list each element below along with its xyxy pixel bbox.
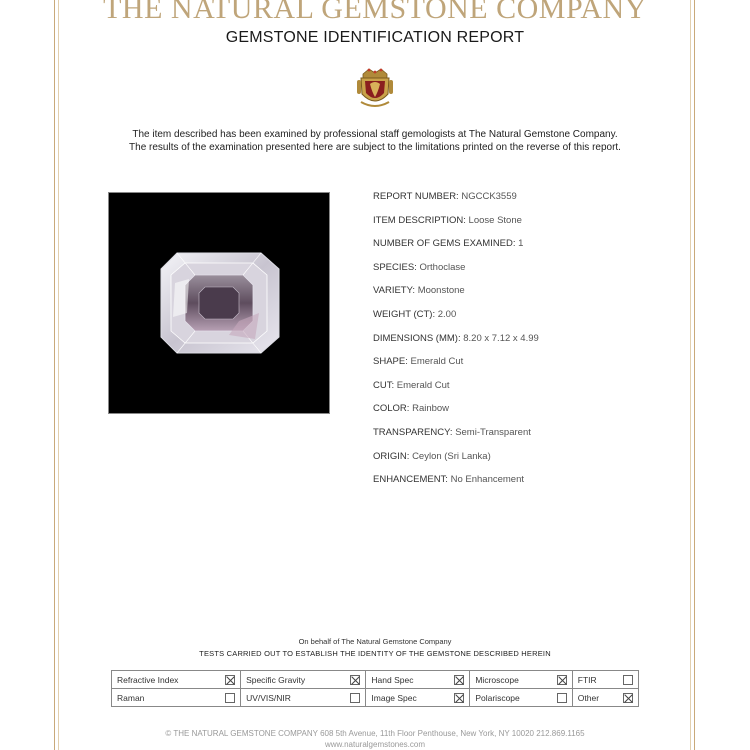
checkbox-icon xyxy=(557,675,567,685)
test-cell xyxy=(470,689,572,707)
test-cell xyxy=(112,671,241,689)
gemstone-image xyxy=(109,193,329,413)
checkbox-icon xyxy=(454,693,464,703)
test-cell xyxy=(241,689,366,707)
test-label: Image Spec xyxy=(371,692,417,703)
test-cell xyxy=(366,689,470,707)
tests-heading: TESTS CARRIED OUT TO ESTABLISH THE IDENTITY OF THE GEMSTONE DESCRIBED HEREIN xyxy=(199,649,551,658)
checkbox-icon xyxy=(225,675,235,685)
detail-dimensions: DIMENSIONS (MM): 8.20 x 7.12 x 4.99 xyxy=(373,332,539,344)
detail-origin: ORIGIN: Ceylon (Sri Lanka) xyxy=(373,450,491,462)
checkbox-icon xyxy=(623,675,633,685)
test-cell xyxy=(572,689,638,707)
test-cell xyxy=(470,671,572,689)
test-label: Polariscope xyxy=(475,692,520,703)
detail-weight: WEIGHT (CT): 2.00 xyxy=(373,308,457,320)
checkbox-icon xyxy=(454,675,464,685)
footer-address: © THE NATURAL GEMSTONE COMPANY 608 5th Avenue, 11th Floor Penthouse, New York, NY 10020 212.869.1165 xyxy=(165,729,585,738)
tests-row xyxy=(112,689,639,707)
test-label: Hand Spec xyxy=(371,674,414,685)
detail-number-of-gems: NUMBER OF GEMS EXAMINED: 1 xyxy=(373,238,524,250)
test-label: FTIR xyxy=(577,674,597,685)
detail-variety: VARIETY: Moonstone xyxy=(373,285,465,297)
test-cell xyxy=(112,689,241,707)
test-label: UV/VIS/NIR xyxy=(246,692,291,703)
footer-website[interactable]: www.naturalgemstones.com xyxy=(324,740,426,749)
report-details xyxy=(373,190,673,497)
checkbox-icon xyxy=(225,693,235,703)
detail-cut: CUT: Emerald Cut xyxy=(373,379,450,391)
report-title: GEMSTONE IDENTIFICATION REPORT xyxy=(225,29,525,46)
behalf-text: On behalf of The Natural Gemstone Company xyxy=(298,637,452,646)
test-label: Refractive Index xyxy=(117,674,179,685)
intro-text xyxy=(75,128,675,154)
detail-enhancement: ENHANCEMENT: No Enhancement xyxy=(373,474,525,486)
intro-line-1: The item described has been examined by professional staff gemologists at The Natural Gemstone Company. xyxy=(132,129,618,140)
test-label: Other xyxy=(577,692,600,703)
checkbox-icon xyxy=(623,693,633,703)
gemstone-photo xyxy=(108,192,330,414)
intro-line-2: The results of the examination presented here are subject to the limitations printed on the reverse of this report. xyxy=(129,142,621,153)
checkbox-icon xyxy=(350,693,360,703)
detail-color: COLOR: Rainbow xyxy=(373,403,450,415)
detail-report-number: REPORT NUMBER: NGCCK3559 xyxy=(373,191,517,202)
crest-icon xyxy=(355,66,395,110)
detail-shape: SHAPE: Emerald Cut xyxy=(373,356,464,368)
company-name: THE NATURAL GEMSTONE COMPANY xyxy=(103,0,647,25)
checkbox-icon xyxy=(350,675,360,685)
tests-row xyxy=(112,671,639,689)
test-cell xyxy=(572,671,638,689)
test-cell xyxy=(366,671,470,689)
test-label: Specific Gravity xyxy=(246,674,306,685)
test-label: Raman xyxy=(117,692,145,703)
detail-transparency: TRANSPARENCY: Semi-Transparent xyxy=(373,426,531,438)
detail-species: SPECIES: Orthoclase xyxy=(373,261,466,273)
checkbox-icon xyxy=(557,693,567,703)
detail-item-description: ITEM DESCRIPTION: Loose Stone xyxy=(373,214,522,226)
tests-table xyxy=(111,670,639,707)
test-label: Microscope xyxy=(475,674,519,685)
test-cell xyxy=(241,671,366,689)
